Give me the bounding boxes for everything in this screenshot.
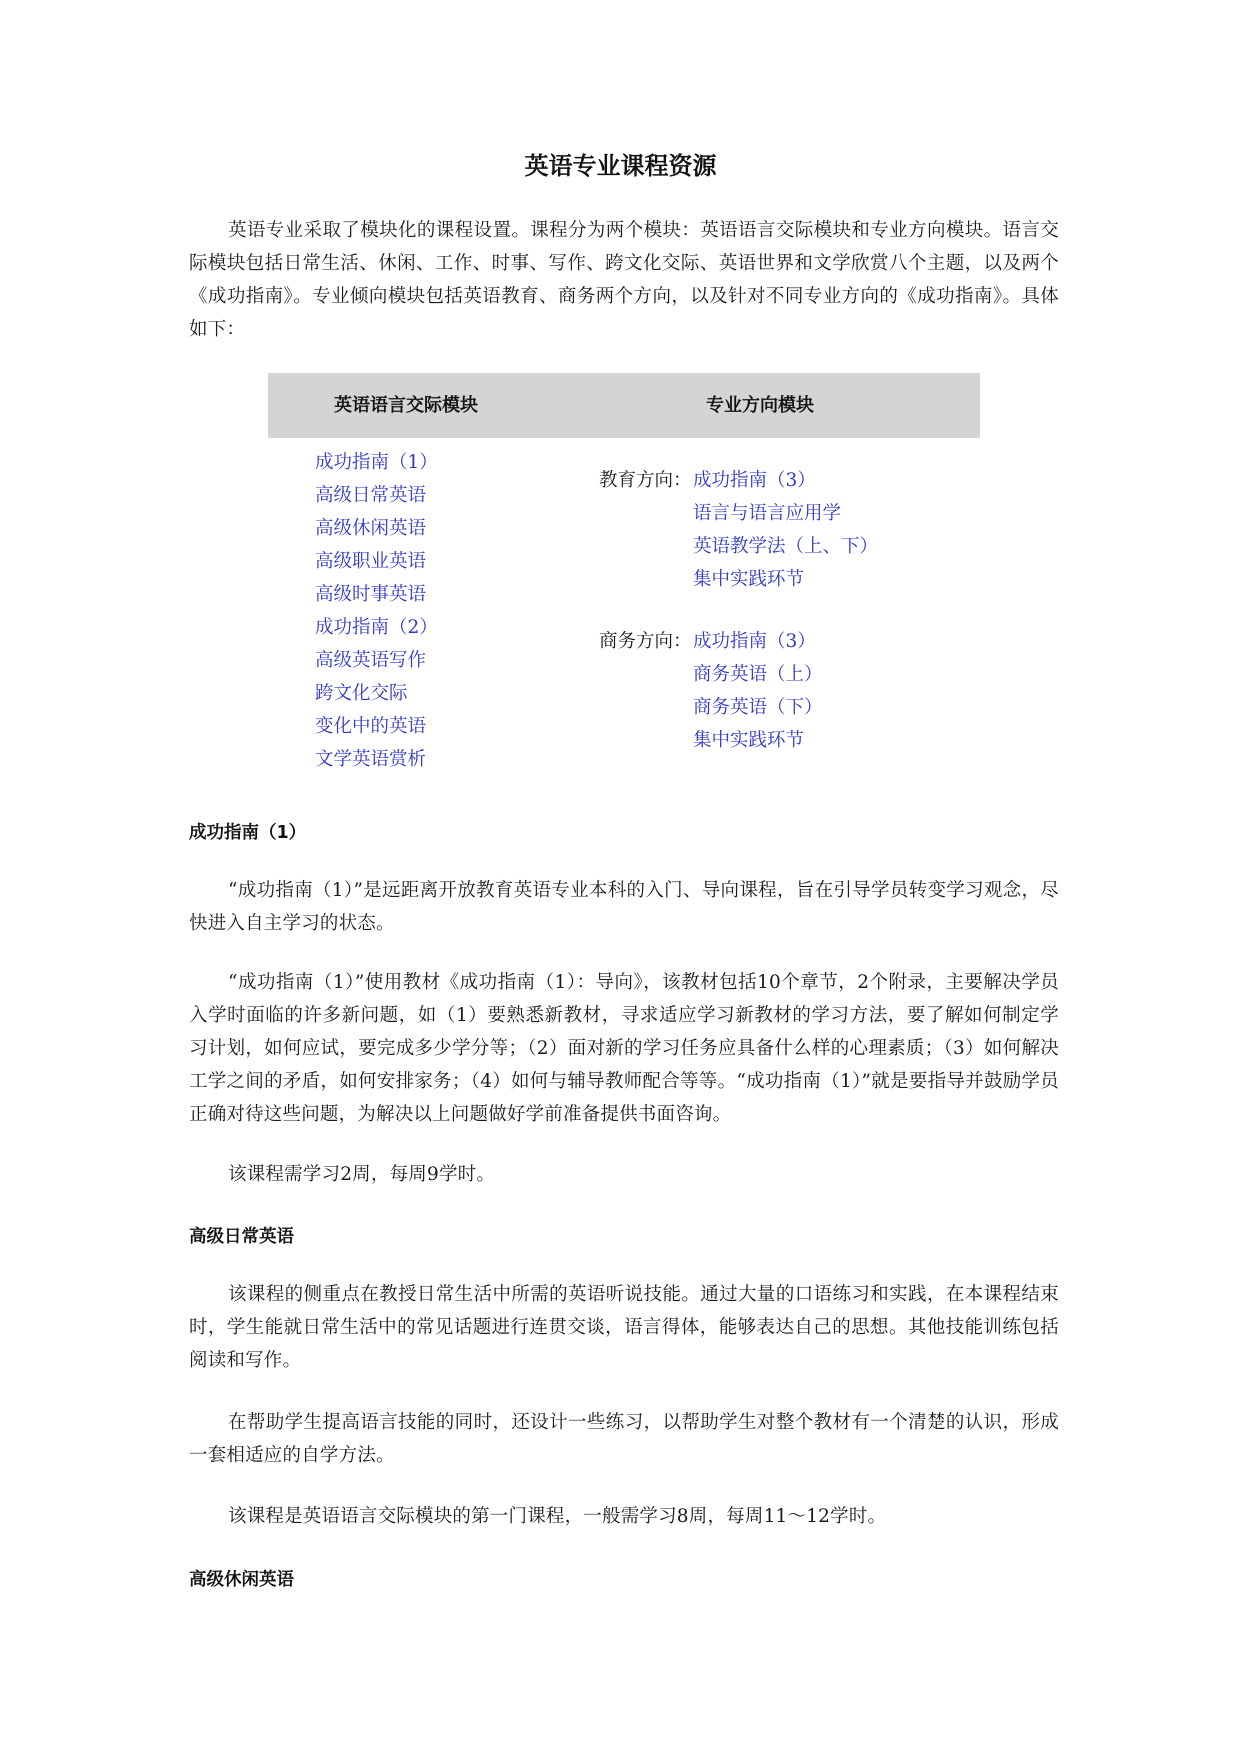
course-link[interactable]: 文学英语赏析 bbox=[315, 749, 427, 770]
section-paragraph: “成功指南（1）”是远距离开放教育英语专业本科的入门、导向课程，旨在引导学员转变学习观念，尽快进入自主学习的状态。 bbox=[189, 880, 1059, 934]
course-link[interactable]: 成功指南（2） bbox=[315, 617, 438, 638]
education-direction-label: 教育方向： bbox=[599, 470, 692, 491]
course-link[interactable]: 高级职业英语 bbox=[315, 551, 427, 572]
section-paragraph: 在帮助学生提高语言技能的同时，还设计一些练习，以帮助学生对整个教材有一个清楚的认识，形成一套相适应的自学方法。 bbox=[189, 1412, 1059, 1466]
course-link[interactable]: 成功指南（1） bbox=[315, 452, 438, 473]
course-link[interactable]: 高级休闲英语 bbox=[315, 518, 427, 539]
course-link[interactable]: 成功指南（3） bbox=[693, 470, 816, 491]
section-paragraph: 该课程是英语语言交际模块的第一门课程，一般需学习8周，每周11～12学时。 bbox=[228, 1506, 887, 1527]
module-header-communication: 英语语言交际模块 bbox=[334, 395, 478, 416]
education-course-list bbox=[693, 464, 878, 596]
course-link[interactable]: 跨文化交际 bbox=[315, 683, 408, 704]
course-link[interactable]: 集中实践环节 bbox=[693, 569, 805, 590]
module-table-header bbox=[268, 373, 980, 438]
course-link[interactable]: 高级日常英语 bbox=[315, 485, 427, 506]
section-heading: 成功指南（1） bbox=[189, 823, 307, 843]
section-paragraph: 该课程需学习2周，每周9学时。 bbox=[228, 1164, 496, 1185]
section-heading: 高级休闲英语 bbox=[189, 1570, 294, 1590]
section-paragraph: “成功指南（1）”使用教材《成功指南（1）：导向》，该教材包括10个章节，2个附录，主要解决学员入学时面临的许多新问题，如（1）要熟悉新教材，寻求适应学习新教材的学习方法，要了解如何制定学习计划，如何应试，要完成多少学分等；（2）面对新的学习任务应具备什么样的心理素质；（3）如何解决工学之间的矛盾，如何安排家务；（4）如何与辅导教师配合等等。“成功指南（1）”就是要指导并鼓励学员正确对待这些问题，为解决以上问题做好学前准备提供书面咨询。 bbox=[189, 972, 1059, 1125]
course-link[interactable]: 商务英语（下） bbox=[693, 697, 823, 718]
course-link[interactable]: 成功指南（3） bbox=[693, 631, 816, 652]
communication-module-list bbox=[315, 446, 438, 776]
course-link[interactable]: 英语教学法（上、下） bbox=[693, 536, 879, 557]
course-link[interactable]: 变化中的英语 bbox=[315, 716, 427, 737]
course-link[interactable]: 集中实践环节 bbox=[693, 730, 805, 751]
section-heading: 高级日常英语 bbox=[189, 1227, 294, 1247]
page-title: 英语专业课程资源 bbox=[524, 152, 717, 180]
business-direction-label: 商务方向： bbox=[599, 631, 692, 652]
course-link[interactable]: 商务英语（上） bbox=[693, 664, 823, 685]
course-link[interactable]: 高级时事英语 bbox=[315, 584, 427, 605]
business-course-list bbox=[693, 625, 823, 757]
course-link[interactable]: 高级英语写作 bbox=[315, 650, 427, 671]
intro-paragraph: 英语专业采取了模块化的课程设置。课程分为两个模块：英语语言交际模块和专业方向模块。语言交际模块包括日常生活、休闲、工作、时事、写作、跨文化交际、英语世界和文学欣赏八个主题，以及两个《成功指南》。专业倾向模块包括英语教育、商务两个方向，以及针对不同专业方向的《成功指南》。具体如下： bbox=[189, 220, 1059, 340]
module-header-specialization: 专业方向模块 bbox=[706, 395, 814, 416]
section-paragraph: 该课程的侧重点在教授日常生活中所需的英语听说技能。通过大量的口语练习和实践，在本课程结束时，学生能就日常生活中的常见话题进行连贯交谈，语言得体，能够表达自己的思想。其他技能训练包括阅读和写作。 bbox=[189, 1284, 1059, 1371]
course-link[interactable]: 语言与语言应用学 bbox=[693, 503, 842, 524]
